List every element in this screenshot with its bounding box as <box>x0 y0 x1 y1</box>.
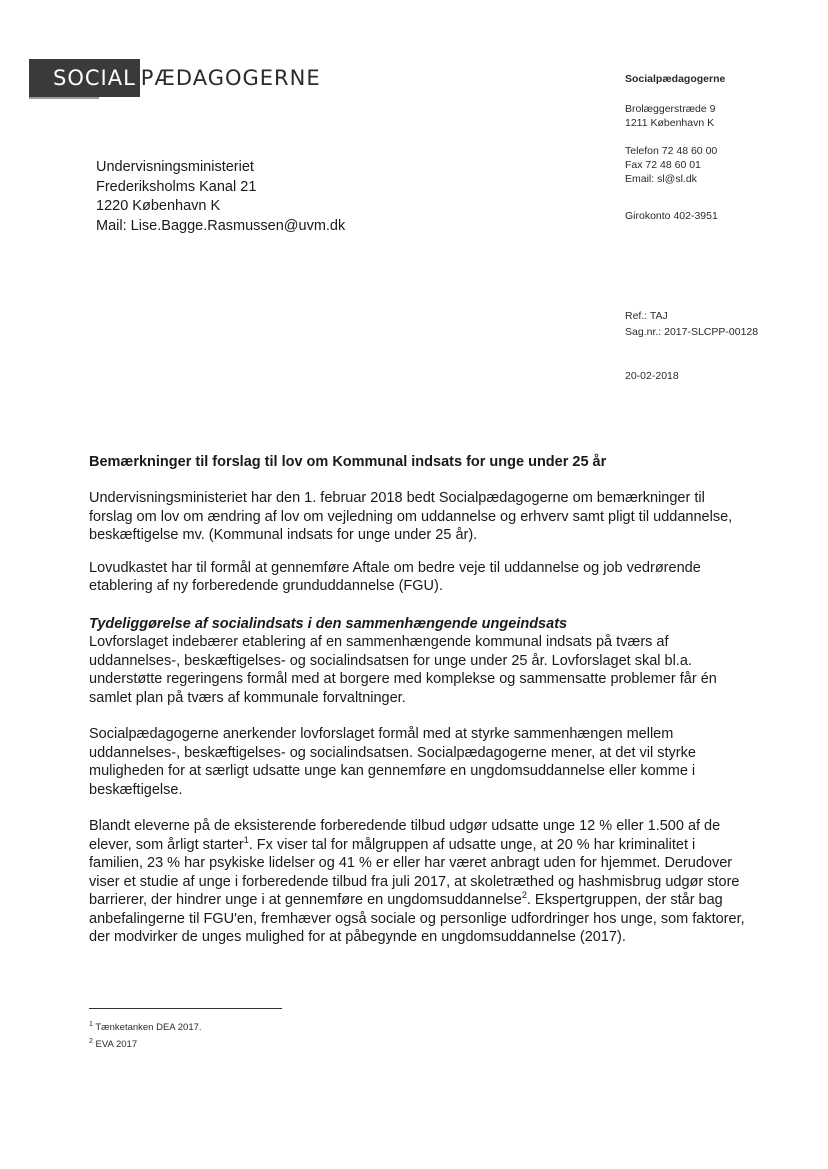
reference-block <box>625 308 758 340</box>
footnote-ref-2: 2 <box>521 890 527 901</box>
letter-date: 20-02-2018 <box>625 370 679 382</box>
footnote-2-text: EVA 2017 <box>92 1039 138 1050</box>
footnote-1-number: 1 <box>89 1020 93 1028</box>
logo <box>29 59 321 97</box>
subheading: Tydeliggørelse af socialindsats i den sammenhængende ungeindsats <box>89 615 568 632</box>
paragraph-5-part-a: Blandt eleverne på de eksisterende forberedende tilbud udgør udsatte unge 12 % eller 1.500 af de elever, som årligt starter <box>89 818 721 853</box>
paragraph-5-part-b: . Fx viser tal for målgruppen af udsatte unge, at 20 % har kriminalitet i familien, 23 % har psykiske lidelser og 41 % er eller har været anbragt uden for hjemmet. Derudover viser et studie af unge i forberedende tilbud fra juli 2017, at skoletræthed og hashmisbrug udgør store barrierer, der hindrer unge i at gennemføre en ungdomsuddannelse <box>89 836 740 908</box>
paragraph-5-part-c: . Ekspertgruppen, der står bag anbefalingerne til FGU'en, fremhæver også sociale og personlige udfordringer hos unge, som faktorer, der modvirker de unges mulighed for at påbegynde en ungdomsuddannelse (2017). <box>89 892 745 945</box>
recipient-line-2: Frederiksholms Kanal 21 <box>96 178 257 195</box>
paragraph-2: Lovudkastet har til formål at gennemføre Aftale om bedre veje til uddannelse og job vedrørende etablering af ny forberedende grunduddannelse (FGU). <box>89 559 701 594</box>
logo-underline <box>29 97 99 99</box>
ref-initials: Ref.: TAJ <box>625 310 668 322</box>
sender-city: 1211 København K <box>625 117 715 129</box>
footnote-ref-1: 1 <box>243 834 249 845</box>
logo-social: SOCIAL <box>29 59 140 97</box>
footnote-1 <box>89 1019 202 1036</box>
footnotes <box>89 1019 202 1053</box>
footnote-2-number: 2 <box>89 1037 93 1045</box>
sender-email: Email: sl@sl.dk <box>625 173 697 185</box>
sender-giro: Girokonto 402-3951 <box>625 210 718 222</box>
logo-paedagogerne: PÆDAGOGERNE <box>140 66 321 90</box>
paragraph-4: Socialpædagogerne anerkender lovforslaget formål med at styrke sammenhængen mellem uddannelses-, beskæftigelses- og socialindsatsen. Socialpædagogerne mener, at det vil styrke muligheden for at særligt udsatte unge kan gennemføre en ungdomsuddannelse eller komme i beskæftigelse. <box>89 726 696 798</box>
letter-body <box>89 489 749 961</box>
letter-heading: Bemærkninger til forslag til lov om Kommunal indsats for unge under 25 år <box>89 454 607 470</box>
footnote-divider <box>89 1008 282 1009</box>
footnote-1-text: Tænketanken DEA 2017. <box>92 1022 202 1033</box>
paragraph-3: Lovforslaget indebærer etablering af en sammenhængende kommunal indsats på tværs af uddannelses-, beskæftigelses- og socialindsatsen for unge under 25 år. Lovforslaget skal bl.a. understøtte regeringens formål med at borgere med komplekse og sammensatte problemer får én samlet plan på tværs af kommunale forvaltninger. <box>89 634 717 706</box>
sender-phone: Telefon 72 48 60 00 <box>625 145 718 157</box>
case-number: Sag.nr.: 2017-SLCPP-00128 <box>625 326 759 338</box>
recipient-line-1: Undervisningsministeriet <box>96 159 254 175</box>
sender-fax: Fax 72 48 60 01 <box>625 159 701 171</box>
sender-info <box>625 72 820 223</box>
recipient-line-4: Mail: Lise.Bagge.Rasmussen@uvm.dk <box>96 217 346 234</box>
paragraph-1: Undervisningsministeriet har den 1. februar 2018 bedt Socialpædagogerne om bemærkninger til forslag om lov om ændring af lov om vejledning om uddannelse og erhverv samt pligt til uddannelse, beskæftigelse mv. (Kommunal indsats for unge under 25 år). <box>89 490 733 543</box>
sender-org: Socialpædagogerne <box>625 73 726 85</box>
footnote-2 <box>89 1036 202 1053</box>
recipient-line-3: 1220 København K <box>96 198 221 214</box>
sender-street: Brolæggerstræde 9 <box>625 103 716 115</box>
recipient-address <box>96 158 345 236</box>
paragraph-5 <box>89 817 749 947</box>
